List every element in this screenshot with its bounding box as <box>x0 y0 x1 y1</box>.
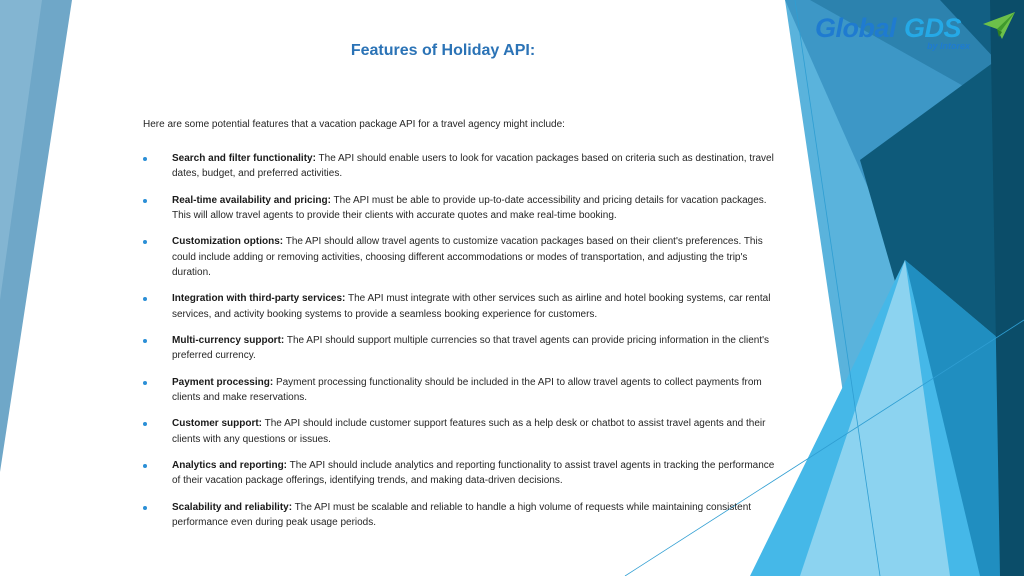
feature-description: The API should enable users to look for vacation packages based on criteria such as destination, travel dates, budget, and preferred activities. <box>172 153 774 180</box>
feature-description: The API must integrate with other services such as airline and hotel booking systems, car rental services, and activity booking systems to provide a seamless booking experience for customers. <box>172 293 771 320</box>
feature-item <box>143 333 783 363</box>
feature-description: The API should allow travel agents to customize vacation packages based on their client's preferences. This could include adding or removing activities, choosing different accommodations or modes of transportation, and adjusting the trip's duration. <box>172 236 763 278</box>
feature-item <box>143 375 783 405</box>
feature-name: Customer support: <box>172 418 262 430</box>
feature-description: The API must be able to provide up-to-date accessibility and pricing details for vacation packages. This will allow travel agents to provide their clients with accurate quotes and make real-time booking. <box>172 194 767 221</box>
feature-name: Integration with third-party services: <box>172 293 346 305</box>
bullet-icon <box>143 157 147 161</box>
bullet-icon <box>143 199 147 203</box>
feature-item <box>143 193 783 223</box>
feature-description: Payment processing functionality should be included in the API to allow travel agents to collect payments from clients and make reservations. <box>172 376 762 403</box>
bullet-icon <box>143 422 147 426</box>
bullet-icon <box>143 339 147 343</box>
feature-description: The API should include customer support features such as a help desk or chatbot to assist travel agents and their clients with any questions or issues. <box>172 418 766 445</box>
feature-name: Analytics and reporting: <box>172 460 288 472</box>
feature-description: The API must be scalable and reliable to handle a high volume of requests while maintaining consistent performance even during peak usage periods. <box>172 501 752 529</box>
feature-item <box>143 500 783 530</box>
feature-name: Customization options: <box>172 236 284 248</box>
global-gds-logo <box>815 10 1015 56</box>
feature-name: Scalability and reliability: <box>172 501 293 513</box>
bullet-icon <box>143 506 147 510</box>
feature-item <box>143 234 783 280</box>
bullet-icon <box>143 240 147 244</box>
feature-name: Multi-currency support: <box>172 335 285 347</box>
logo-text-global: Global <box>815 13 897 43</box>
logo-text-gds: GDS <box>904 13 962 43</box>
feature-item <box>143 416 783 446</box>
left-decor-band <box>0 0 80 576</box>
feature-name: Real-time availability and pricing: <box>172 194 331 206</box>
logo-tagline: by Intorex <box>927 41 971 51</box>
slide-title: Features of Holiday API: <box>350 42 536 59</box>
feature-item <box>143 151 783 181</box>
bullet-icon <box>143 464 147 468</box>
feature-name: Payment processing: <box>172 376 274 388</box>
feature-description: The API should include analytics and reporting functionality to assist travel agents in tracking the performance of their vacation package offerings, identifying trends, and making data-driven decisions. <box>172 460 775 487</box>
feature-list <box>143 151 783 542</box>
feature-name: Search and filter functionality: <box>172 153 316 164</box>
bullet-icon <box>143 381 147 385</box>
bullet-icon <box>143 297 147 301</box>
paper-plane-icon <box>982 10 1016 40</box>
intro-text: Here are some potential features that a vacation package API for a travel agency might include: <box>143 119 565 130</box>
feature-description: The API should support multiple currencies so that travel agents can provide pricing information in the client's preferred currency. <box>172 335 770 362</box>
feature-item <box>143 458 783 488</box>
feature-item <box>143 291 783 321</box>
